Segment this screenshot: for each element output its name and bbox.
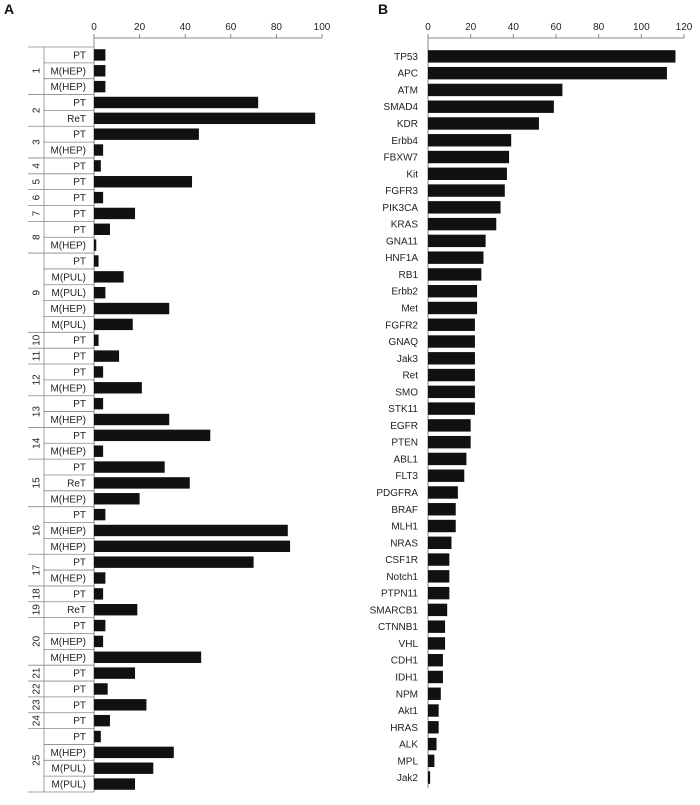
panel-a-group-label: 8 — [31, 234, 43, 240]
panel-b-category-label: IDH1 — [395, 672, 418, 684]
panel-b-category-label: SMO — [395, 387, 418, 399]
panel-a-bar — [94, 287, 105, 298]
panel-a-row-label: PT — [73, 700, 86, 712]
panel-a-row-label: M(HEP) — [50, 145, 86, 157]
panel-b-category-label: Kit — [406, 169, 418, 181]
panel-b-bar — [428, 402, 475, 414]
panel-a-bar — [94, 778, 135, 789]
panel-a-row-label: ReT — [67, 113, 86, 125]
panel-a-bar — [94, 49, 105, 60]
panel-a-bar — [94, 493, 140, 504]
panel-a-bar — [94, 541, 290, 552]
panel-b-bar — [428, 537, 451, 549]
panel-b-category-label: BRAF — [391, 504, 418, 516]
panel-b-bar — [428, 704, 439, 716]
panel-a-row-label: PT — [73, 462, 86, 474]
panel-a-bar — [94, 366, 103, 377]
panel-a-bar — [94, 461, 165, 472]
panel-b-category-label: KDR — [396, 118, 418, 130]
panel-b-bar — [428, 369, 475, 381]
panel-b-category-label: CSF1R — [385, 555, 418, 567]
panel-a-row-label: M(HEP) — [50, 446, 86, 458]
panel-a-bar — [94, 477, 190, 488]
panel-a-row-label: PT — [73, 50, 86, 62]
panel-a-group-label: 25 — [31, 754, 43, 766]
panel-b-category-label: Notch1 — [386, 571, 418, 583]
panel-a-group-label: 22 — [31, 683, 43, 695]
panel-a-group-label: 19 — [31, 604, 43, 616]
panel-a-group-label: 14 — [31, 437, 43, 449]
panel-a-row-label: PT — [73, 732, 86, 744]
panel-b-bar — [428, 738, 437, 750]
panel-a-row-label: PT — [73, 351, 86, 363]
panel-a-bar — [94, 556, 254, 567]
panel-a-row-label: PT — [73, 193, 86, 205]
panel-a-bar — [94, 525, 288, 536]
panel-b-category-label: PIK3CA — [382, 202, 418, 214]
panel-a-bar — [94, 445, 103, 456]
panel-b-bar — [428, 100, 554, 112]
panel-a-bar — [94, 303, 169, 314]
panel-a-row-label: M(HEP) — [50, 240, 86, 252]
panel-b-category-label: GNA11 — [385, 236, 418, 248]
panel-b-category-label: SMAD4 — [383, 102, 418, 114]
panel-b-category-label: HNF1A — [385, 253, 418, 265]
panel-a-row-label: PT — [73, 335, 86, 347]
panel-a-bar — [94, 509, 105, 520]
panel-a-row-label: PT — [73, 161, 86, 173]
panel-b-bar — [428, 721, 439, 733]
panel-a-bar — [94, 699, 146, 710]
panel-a-bar — [94, 239, 96, 250]
panel-a-bar — [94, 97, 258, 108]
panel-a-group-label: 6 — [31, 194, 43, 201]
panel-a-row-label: M(HEP) — [50, 636, 86, 648]
panel-b-bar — [428, 386, 475, 398]
panel-a-row-label: PT — [73, 97, 86, 109]
panel-b-bar — [428, 637, 445, 649]
panel-a-bar — [94, 144, 103, 155]
panel-a-row-label: M(PUL) — [51, 272, 86, 284]
panel-a-row-label: M(PUL) — [51, 763, 86, 775]
panel-b-category-label: STK11 — [388, 404, 418, 416]
panel-a-group-label: 18 — [31, 588, 43, 600]
panel-b-category-label: ALK — [399, 739, 418, 751]
panel-a-row-label: M(HEP) — [50, 525, 86, 537]
panel-a-group-label: 5 — [31, 178, 43, 185]
panel-a-row-label: PT — [73, 208, 86, 220]
panel-a-row-label: M(HEP) — [50, 66, 86, 78]
panel-b-category-label: Jak2 — [396, 773, 418, 785]
panel-b-bar — [428, 587, 449, 599]
panel-a-bar — [94, 224, 110, 235]
panel-b-x-tick-label: 40 — [507, 22, 519, 33]
panel-a-bar — [94, 113, 315, 124]
panel-a — [4, 1, 331, 792]
panel-b-bar — [428, 218, 496, 230]
panel-b-category-label: Ret — [402, 370, 418, 382]
panel-b-bar — [428, 419, 471, 431]
panel-a-row-label: M(HEP) — [50, 494, 86, 506]
panel-b-x-tick-label: 60 — [550, 22, 562, 33]
panel-a-bar — [94, 604, 137, 615]
panel-a-group-label: 9 — [31, 289, 43, 296]
panel-b — [370, 1, 693, 788]
panel-a-row-label: PT — [73, 177, 86, 189]
panel-a-row-label: PT — [73, 510, 86, 522]
panel-b-bar — [428, 67, 667, 79]
panel-b-bar — [428, 335, 475, 347]
panel-a-group-label: 3 — [31, 139, 43, 145]
panel-b-bar — [428, 251, 483, 263]
panel-b-x-tick-label: 120 — [675, 22, 693, 33]
panel-a-row-label: PT — [73, 716, 86, 728]
panel-a-group-label: 10 — [31, 334, 43, 346]
panel-a-row-label: PT — [73, 129, 86, 141]
panel-a-row-label: PT — [73, 430, 86, 442]
panel-a-x-tick-label: 100 — [313, 22, 331, 33]
panel-a-bar — [94, 319, 133, 330]
panel-a-group-label: 16 — [31, 524, 43, 537]
panel-a-row-label: PT — [73, 684, 86, 696]
panel-a-row-label: M(HEP) — [50, 652, 86, 664]
panel-b-category-label: Jak3 — [396, 353, 418, 365]
panel-a-row-label: PT — [73, 621, 86, 633]
panel-a-row-label: PT — [73, 399, 86, 411]
panel-b-bar — [428, 184, 505, 196]
panel-a-bar — [94, 747, 174, 758]
panel-a-bar — [94, 208, 135, 219]
panel-a-row-label: M(HEP) — [50, 383, 86, 395]
panel-a-bar — [94, 715, 110, 726]
panel-b-bar — [428, 553, 449, 565]
panel-a-bar — [94, 176, 192, 187]
panel-b-category-label: Erbb2 — [391, 286, 418, 298]
panel-b-bar — [428, 50, 675, 62]
panel-a-row-label: PT — [73, 557, 86, 569]
panel-a-x-tick-label: 80 — [270, 22, 282, 33]
panel-b-category-label: CTNNB1 — [377, 622, 418, 634]
panel-a-row-label: M(HEP) — [50, 747, 86, 759]
panel-a-bar — [94, 588, 103, 599]
panel-b-category-label: GNAQ — [388, 337, 418, 349]
panel-a-row-label: PT — [73, 589, 86, 601]
panel-a-row-label: PT — [73, 256, 86, 268]
panel-b-category-label: Erbb4 — [391, 135, 418, 147]
panel-b-bar — [428, 755, 434, 767]
panel-b-bar — [428, 84, 562, 96]
panel-b-category-label: PTEN — [391, 437, 418, 449]
panel-b-category-label: PTPN11 — [380, 588, 418, 600]
panel-a-bar — [94, 271, 124, 282]
panel-b-bar — [428, 620, 445, 632]
panel-b-category-label: KRAS — [390, 219, 418, 231]
panel-b-bar — [428, 771, 430, 783]
panel-b-bar — [428, 319, 475, 331]
panel-a-group-label: 17 — [31, 564, 43, 576]
panel-a-x-tick-label: 40 — [179, 22, 191, 33]
panel-b-category-label: MLH1 — [391, 521, 418, 533]
panel-a-bar — [94, 192, 103, 203]
panel-b-bar — [428, 453, 466, 465]
panel-b-category-label: NPM — [395, 689, 418, 701]
panel-a-group-label: 20 — [31, 635, 43, 647]
panel-a-group-label: 13 — [31, 406, 43, 418]
panel-a-bar — [94, 350, 119, 361]
panel-a-row-label: M(HEP) — [50, 304, 86, 316]
panel-b-bar — [428, 486, 458, 498]
panel-a-x-tick-label: 60 — [225, 22, 237, 33]
panel-a-row-label: M(HEP) — [50, 573, 86, 585]
panel-b-category-label: VHL — [398, 638, 418, 650]
panel-b-bar — [428, 436, 471, 448]
panel-a-group-label: 2 — [31, 107, 43, 114]
panel-a-row-label: ReT — [67, 605, 86, 617]
panel-b-bar — [428, 117, 539, 129]
panel-a-row-label: M(HEP) — [50, 82, 86, 94]
panel-a-bar — [94, 572, 105, 583]
panel-b-category-label: CDH1 — [390, 655, 418, 667]
panel-a-row-label: M(PUL) — [51, 779, 86, 791]
panel-b-category-label: Met — [401, 303, 418, 315]
panel-a-bar — [94, 382, 142, 393]
panel-b-bar — [428, 285, 477, 297]
panel-a-group-label: 7 — [31, 210, 43, 217]
panel-a-row-label: ReT — [67, 478, 86, 490]
panel-a-bar — [94, 652, 201, 663]
panel-b-bar — [428, 671, 443, 683]
panel-a-bar — [94, 160, 101, 171]
panel-a-group-label: 1 — [31, 67, 43, 74]
panel-b-bar — [428, 688, 441, 700]
panel-b-bar — [428, 570, 449, 582]
panel-b-category-label: FBXW7 — [383, 152, 418, 164]
panel-b-category-label: FLT3 — [395, 471, 418, 483]
panel-a-row-label: M(PUL) — [51, 288, 86, 300]
panel-b-bar — [428, 654, 443, 666]
panel-b-category-label: APC — [397, 68, 418, 80]
panel-a-bar — [94, 255, 99, 266]
panel-b-category-label: HRAS — [390, 722, 418, 734]
panel-a-row-label: M(HEP) — [50, 541, 86, 553]
panel-a-row-label: M(HEP) — [50, 415, 86, 426]
panel-a-group-label: 15 — [31, 477, 43, 489]
panel-a-letter: A — [4, 1, 15, 17]
panel-a-bar — [94, 763, 153, 774]
panel-a-group-label: 24 — [31, 715, 43, 727]
panel-b-bar — [428, 520, 456, 532]
panel-b-bar — [428, 469, 464, 481]
panel-b-bar — [428, 352, 475, 364]
panel-a-bar — [94, 683, 108, 694]
panel-b-category-label: TP53 — [394, 51, 418, 63]
panel-a-x-tick-label: 20 — [134, 22, 146, 33]
panel-a-bar — [94, 128, 199, 139]
panel-a-x-tick-label: 0 — [91, 22, 97, 33]
panel-b-bar — [428, 302, 477, 314]
panel-b-category-label: Akt1 — [397, 706, 418, 718]
panel-b-category-label: MPL — [397, 756, 418, 768]
panel-b-category-label: SMARCB1 — [369, 605, 418, 617]
panel-b-letter: B — [378, 1, 389, 17]
panel-a-row-label: M(PUL) — [51, 319, 86, 331]
panel-b-bar — [428, 134, 511, 146]
panel-a-row-label: PT — [73, 367, 86, 379]
panel-b-category-label: FGFR3 — [385, 186, 418, 198]
panel-b-category-label: EGFR — [390, 420, 418, 432]
panel-b-bar — [428, 168, 507, 180]
panel-a-bar — [94, 398, 103, 409]
panel-b-category-label: NRAS — [390, 538, 418, 550]
panel-a-group-label: 12 — [31, 374, 43, 386]
panel-b-x-tick-label: 80 — [593, 22, 605, 33]
panel-b-category-label: ATM — [397, 85, 418, 97]
panel-b-bar — [428, 268, 481, 280]
panel-b-bar — [428, 151, 509, 163]
panel-a-bar — [94, 731, 101, 742]
panel-a-bar — [94, 65, 105, 76]
panel-b-bar — [428, 604, 447, 616]
panel-a-row-label: PT — [73, 224, 86, 236]
panel-b-category-label: PDGFRA — [376, 487, 418, 499]
panel-b-bar — [428, 235, 486, 247]
panel-a-bar — [94, 81, 105, 92]
panel-a-bar — [94, 667, 135, 678]
panel-a-bar — [94, 335, 99, 346]
panel-a-bar — [94, 636, 103, 647]
panel-a-group-label: 21 — [31, 667, 43, 679]
panel-a-bar — [94, 414, 169, 425]
panel-a-group-label: 23 — [31, 699, 43, 711]
panel-a-bar — [94, 430, 210, 441]
panel-a-bar — [94, 620, 105, 631]
panel-b-x-tick-label: 20 — [465, 22, 477, 33]
panel-b-category-label: FGFR2 — [385, 320, 418, 332]
panel-b-x-tick-label: 0 — [425, 22, 431, 33]
panel-a-group-label: 11 — [31, 350, 43, 362]
panel-b-x-tick-label: 100 — [632, 22, 650, 33]
panel-b-category-label: RB1 — [398, 269, 418, 281]
panel-b-bar — [428, 503, 456, 515]
panel-a-group-label: 4 — [31, 163, 43, 169]
panel-b-bar — [428, 201, 501, 213]
panel-b-category-label: ABL1 — [393, 454, 418, 466]
panel-a-row-label: PT — [73, 668, 86, 680]
